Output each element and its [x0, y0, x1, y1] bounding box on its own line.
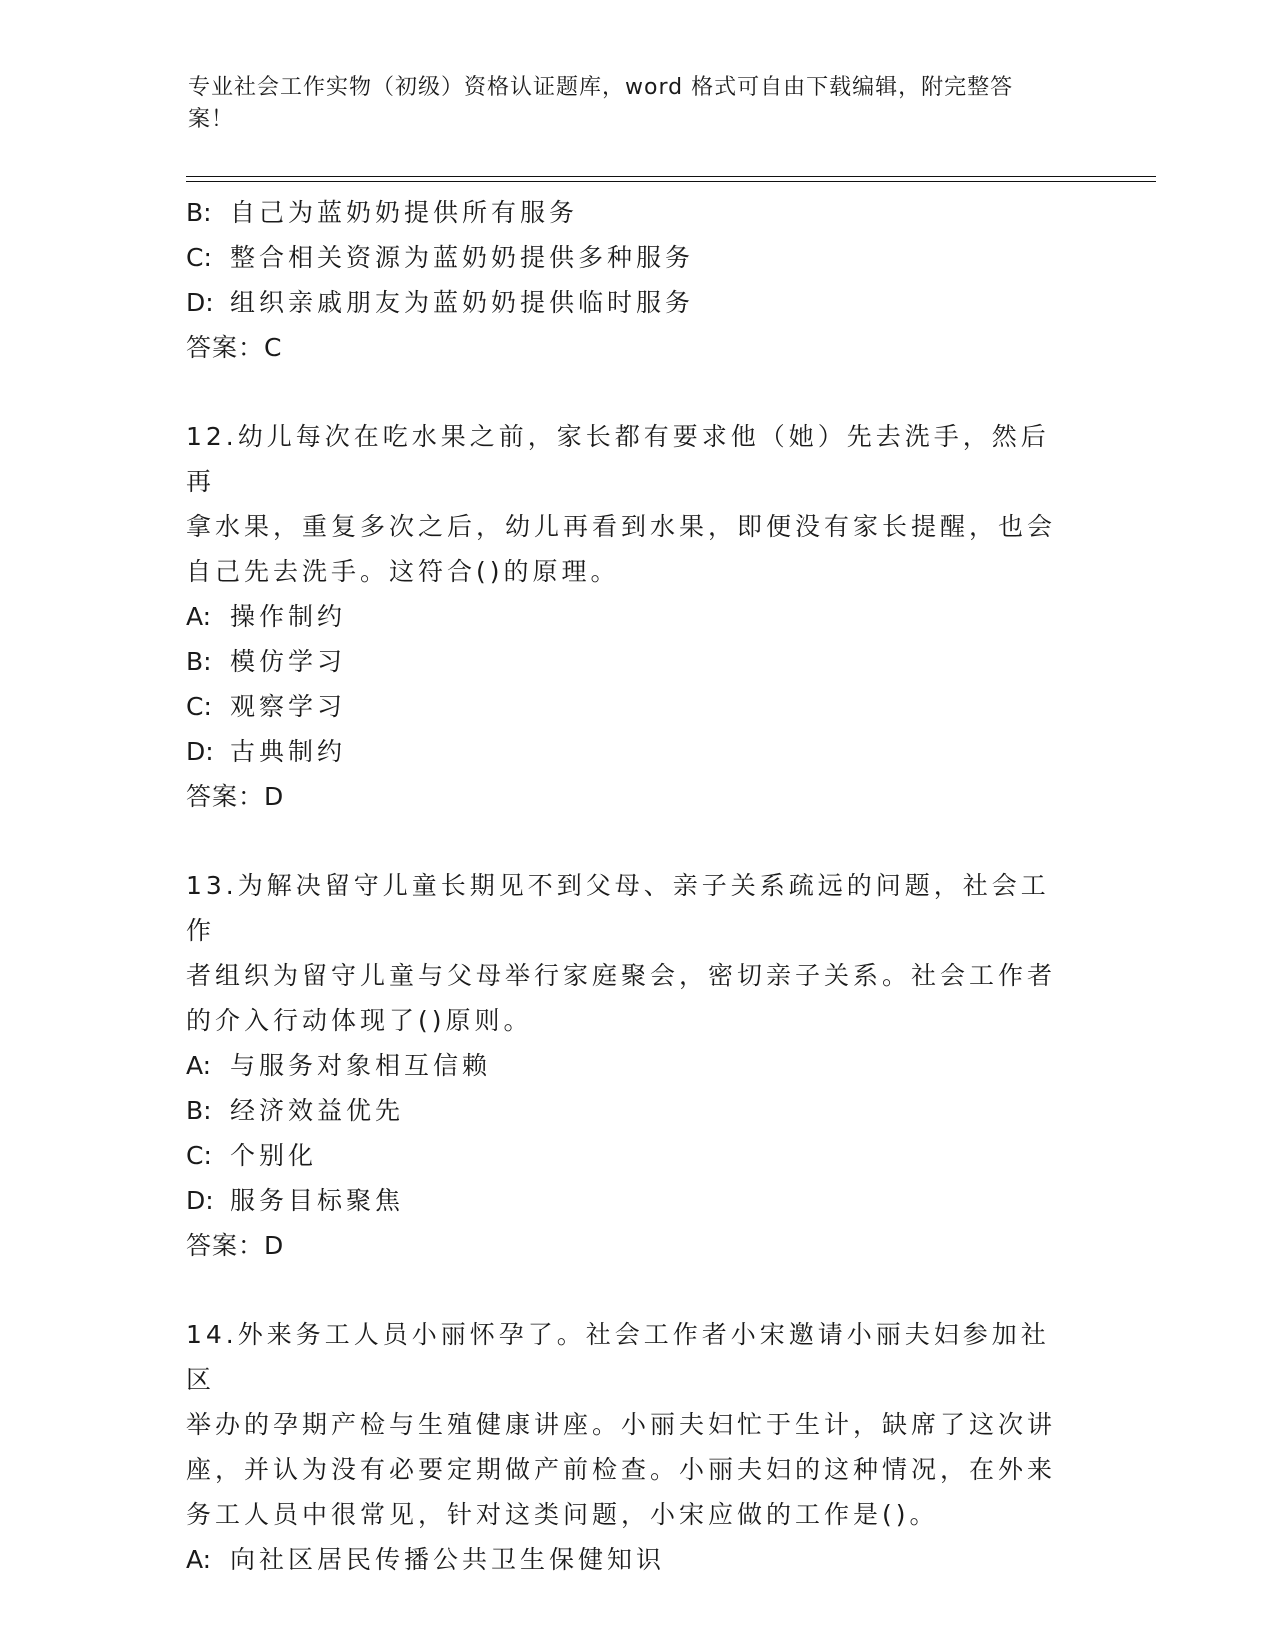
option-label: D: — [186, 288, 214, 317]
option-d — [186, 729, 1076, 774]
option-text: 经济效益优先 — [230, 1096, 405, 1125]
answer-line: 答案：D — [186, 1231, 285, 1260]
option-label: A: — [186, 602, 212, 631]
question-stem-line: 14.外来务工人员小丽怀孕了。社会工作者小宋邀请小丽夫妇参加社区 — [186, 1320, 1050, 1394]
option-label: A: — [186, 1545, 212, 1574]
question-stem-line: 座，并认为没有必要定期做产前检查。小丽夫妇的这种情况，在外来 — [186, 1455, 1057, 1484]
option-a — [186, 594, 1076, 639]
option-text: 自己为蓝奶奶提供所有服务 — [230, 198, 579, 227]
header-divider-top — [186, 176, 1156, 177]
prev-question-block — [186, 190, 1076, 370]
option-label: D: — [186, 737, 214, 766]
option-c — [186, 235, 1076, 280]
option-c — [186, 684, 1076, 729]
option-b — [186, 190, 1076, 235]
option-text: 模仿学习 — [230, 647, 347, 676]
page-header — [188, 72, 1068, 136]
option-a — [186, 1043, 1076, 1088]
option-label: B: — [186, 198, 212, 227]
question-stem-line: 自己先去洗手。这符合()的原理。 — [186, 557, 620, 586]
answer-line: 答案：D — [186, 782, 285, 811]
option-b — [186, 639, 1076, 684]
option-text: 古典制约 — [230, 737, 347, 766]
option-label: C: — [186, 1141, 212, 1170]
option-text: 组织亲戚朋友为蓝奶奶提供临时服务 — [230, 288, 695, 317]
option-d — [186, 280, 1076, 325]
question-content — [186, 190, 1076, 1582]
option-label: A: — [186, 1051, 212, 1080]
question-stem-line: 12.幼儿每次在吃水果之前，家长都有要求他（她）先去洗手，然后再 — [186, 422, 1050, 496]
option-text: 与服务对象相互信赖 — [230, 1051, 492, 1080]
option-text: 观察学习 — [230, 692, 347, 721]
question-stem-line: 举办的孕期产检与生殖健康讲座。小丽夫妇忙于生计，缺席了这次讲 — [186, 1410, 1057, 1439]
option-text: 向社区居民传播公共卫生保健知识 — [230, 1545, 666, 1574]
question-stem-line: 的介入行动体现了()原则。 — [186, 1006, 533, 1035]
option-label: D: — [186, 1186, 214, 1215]
question-14 — [186, 1312, 1076, 1582]
question-13 — [186, 863, 1076, 1268]
option-label: C: — [186, 243, 212, 272]
option-d — [186, 1178, 1076, 1223]
header-divider-bottom — [186, 181, 1156, 182]
question-12 — [186, 414, 1076, 819]
answer-line: 答案：C — [186, 333, 283, 362]
option-c — [186, 1133, 1076, 1178]
header-line-2: 案！ — [188, 107, 235, 132]
option-label: C: — [186, 692, 212, 721]
question-stem-line: 务工人员中很常见，针对这类问题，小宋应做的工作是()。 — [186, 1500, 939, 1529]
question-stem-line: 13.为解决留守儿童长期见不到父母、亲子关系疏远的问题，社会工作 — [186, 871, 1050, 945]
header-line-1: 专业社会工作实物（初级）资格认证题库，word 格式可自由下载编辑，附完整答 — [188, 75, 1014, 100]
option-label: B: — [186, 647, 212, 676]
question-stem-line: 者组织为留守儿童与父母举行家庭聚会，密切亲子关系。社会工作者 — [186, 961, 1057, 990]
option-text: 个别化 — [230, 1141, 318, 1170]
option-text: 服务目标聚焦 — [230, 1186, 405, 1215]
option-b — [186, 1088, 1076, 1133]
option-label: B: — [186, 1096, 212, 1125]
option-text: 操作制约 — [230, 602, 347, 631]
option-text: 整合相关资源为蓝奶奶提供多种服务 — [230, 243, 695, 272]
option-a — [186, 1537, 1076, 1582]
question-stem-line: 拿水果，重复多次之后，幼儿再看到水果，即便没有家长提醒，也会 — [186, 512, 1057, 541]
